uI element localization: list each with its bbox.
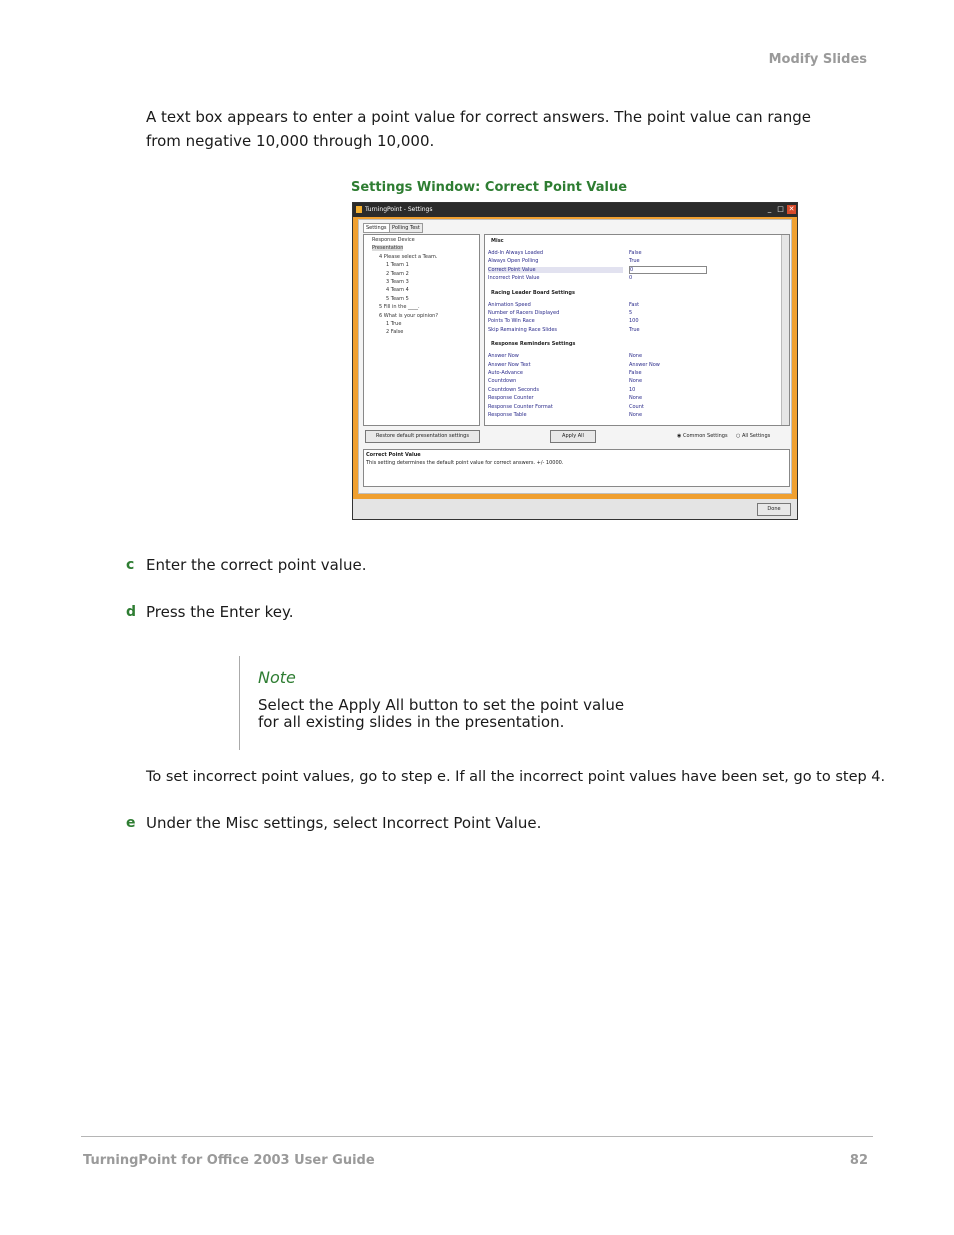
tree-item[interactable]: 1 Team 1 bbox=[386, 262, 409, 269]
tree-item[interactable]: 2 False bbox=[386, 329, 404, 336]
tab-settings[interactable]: Settings bbox=[363, 223, 390, 233]
maximize-icon[interactable]: □ bbox=[777, 205, 784, 213]
property-value[interactable]: 0 bbox=[629, 266, 707, 274]
settings-panel bbox=[358, 219, 792, 494]
property-name[interactable]: Animation Speed bbox=[488, 301, 531, 308]
window-footer bbox=[353, 499, 797, 519]
property-section-title: Response Reminders Settings bbox=[491, 341, 576, 348]
tree-item[interactable]: Response Device bbox=[372, 237, 415, 243]
property-value[interactable]: None bbox=[629, 412, 643, 418]
radio-common-label: Common Settings bbox=[682, 433, 728, 439]
tree-item[interactable]: 5 Team 5 bbox=[386, 295, 409, 302]
apply-all-button[interactable]: Apply All bbox=[550, 430, 596, 443]
step-text: Press the Enter key. bbox=[146, 603, 294, 621]
tree-item[interactable]: Presentation bbox=[372, 245, 404, 252]
radio-empty-icon: ○ bbox=[736, 433, 742, 439]
incorrect-paragraph: To set incorrect point values, go to step e. If all the incorrect point values have been set, go to step 4. bbox=[146, 769, 886, 785]
property-value[interactable]: Answer Now bbox=[629, 361, 660, 368]
footer-guide-title: TurningPoint for Office 2003 User Guide bbox=[83, 1153, 375, 1168]
property-name[interactable]: Correct Point Value bbox=[488, 267, 623, 273]
tree-item[interactable]: 6 What is your opinion? bbox=[379, 312, 438, 319]
property-name[interactable]: Answer Now Text bbox=[488, 361, 531, 368]
property-value[interactable]: False bbox=[629, 250, 642, 256]
description-text: This setting determines the default point value for correct answers. +/- 10000. bbox=[366, 460, 564, 466]
step-letter: e bbox=[126, 815, 136, 831]
radio-selected-icon: ◉ bbox=[677, 433, 683, 439]
setting-description bbox=[363, 449, 790, 487]
property-name[interactable]: Always Open Polling bbox=[488, 258, 539, 265]
footer-rule bbox=[81, 1136, 873, 1137]
property-name[interactable]: Auto-Advance bbox=[488, 370, 523, 376]
property-value[interactable]: False bbox=[629, 370, 642, 376]
property-name[interactable]: Points To Win Race bbox=[488, 318, 535, 325]
property-name[interactable]: Response Counter bbox=[488, 395, 534, 402]
tree-item[interactable]: 1 True bbox=[386, 321, 402, 327]
property-value[interactable]: 5 bbox=[629, 310, 633, 316]
radio-all-settings[interactable] bbox=[736, 433, 770, 439]
window-title: TurningPoint - Settings bbox=[365, 206, 433, 213]
property-value[interactable]: None bbox=[629, 395, 643, 402]
window-titlebar bbox=[353, 203, 797, 217]
note-title: Note bbox=[258, 668, 296, 687]
restore-defaults-button[interactable]: Restore default presentation settings bbox=[365, 430, 480, 443]
step-text: Under the Misc settings, select Incorrect Point Value. bbox=[146, 814, 542, 832]
property-name[interactable]: Answer Now bbox=[488, 353, 519, 360]
property-section-title: Misc bbox=[491, 238, 504, 244]
tree-item[interactable]: 5 Fill in the ____. bbox=[379, 304, 420, 311]
property-name[interactable]: Number of Racers Displayed bbox=[488, 310, 560, 316]
property-value[interactable]: None bbox=[629, 353, 643, 360]
note-rule bbox=[239, 656, 240, 750]
property-scrollbar[interactable] bbox=[781, 235, 789, 425]
close-icon[interactable]: ✕ bbox=[788, 205, 795, 213]
property-value[interactable]: Fast bbox=[629, 301, 640, 308]
property-name[interactable]: Incorrect Point Value bbox=[488, 275, 540, 282]
property-value[interactable]: True bbox=[629, 258, 640, 265]
tab-polling-test[interactable]: Polling Test bbox=[389, 223, 423, 233]
app-icon bbox=[356, 206, 362, 213]
property-name[interactable]: Countdown Seconds bbox=[488, 386, 539, 393]
property-section-title: Racing Leader Board Settings bbox=[491, 289, 575, 296]
step-text: Enter the correct point value. bbox=[146, 556, 367, 574]
tree-item[interactable]: 4 Team 4 bbox=[386, 287, 409, 294]
property-name[interactable]: Response Table bbox=[488, 412, 527, 418]
settings-window-screenshot bbox=[352, 202, 798, 520]
property-name[interactable]: Countdown bbox=[488, 378, 517, 385]
tree-item[interactable]: 3 Team 3 bbox=[386, 279, 409, 285]
tree-item[interactable]: 4 Please select a Team. bbox=[379, 253, 438, 260]
description-title: Correct Point Value bbox=[366, 452, 421, 458]
done-button[interactable]: Done bbox=[757, 503, 791, 516]
page-number: 82 bbox=[849, 1153, 868, 1168]
step-letter: d bbox=[126, 604, 137, 620]
minimize-icon[interactable]: _ bbox=[767, 205, 772, 213]
running-header: Modify Slides bbox=[768, 52, 867, 67]
radio-all-label: All Settings bbox=[741, 433, 771, 439]
slide-tree[interactable] bbox=[363, 234, 480, 426]
tree-item[interactable]: 2 Team 2 bbox=[386, 270, 409, 277]
property-grid[interactable] bbox=[484, 234, 790, 426]
property-value[interactable]: 100 bbox=[629, 318, 639, 325]
property-value[interactable]: 10 bbox=[629, 386, 636, 393]
property-name[interactable]: Add-In Always Loaded bbox=[488, 250, 544, 256]
property-value[interactable]: True bbox=[629, 326, 640, 333]
figure-caption: Settings Window: Correct Point Value bbox=[351, 180, 628, 195]
property-value[interactable]: Count bbox=[629, 403, 644, 410]
step-letter: c bbox=[126, 557, 135, 573]
property-name[interactable]: Response Counter Format bbox=[488, 403, 553, 410]
radio-common-settings[interactable] bbox=[677, 433, 728, 439]
property-value[interactable]: 0 bbox=[629, 275, 633, 282]
property-name[interactable]: Skip Remaining Race Slides bbox=[488, 326, 558, 333]
intro-paragraph: A text box appears to enter a point value for correct answers. The point value can range from negative 10,000 through 10,000. bbox=[146, 108, 811, 150]
property-value[interactable]: None bbox=[629, 378, 643, 385]
note-text: Select the Apply All button to set the point value for all existing slides in the presentation. bbox=[258, 696, 625, 731]
